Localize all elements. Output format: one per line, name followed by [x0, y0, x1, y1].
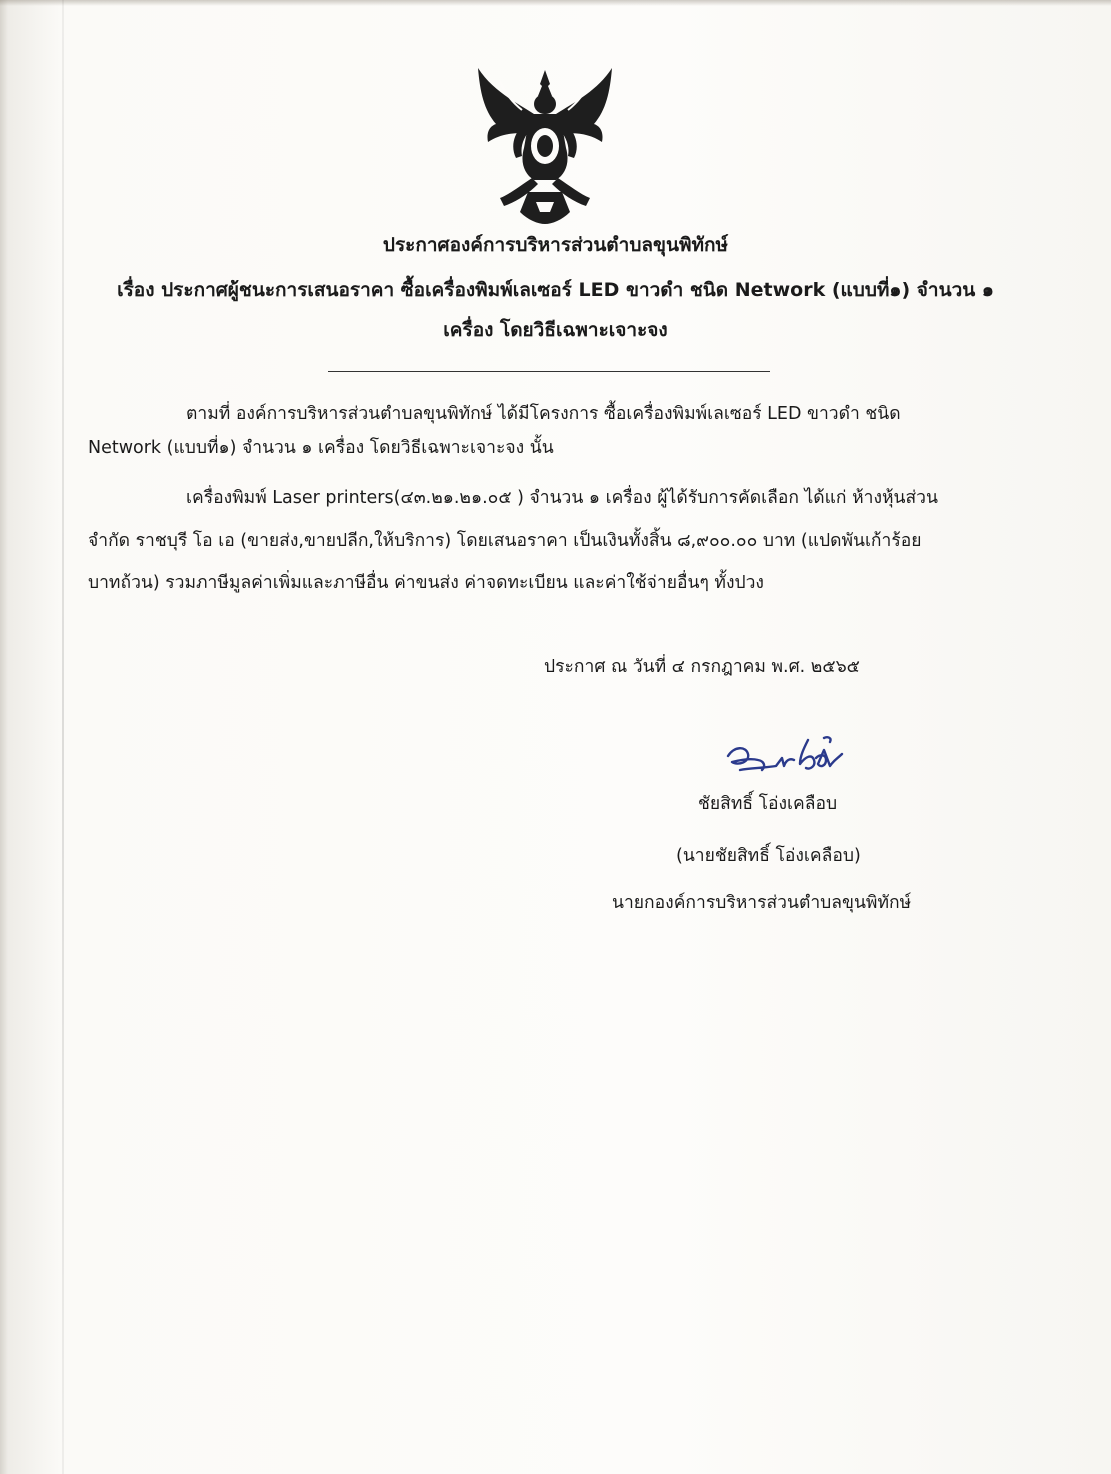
page-fold-shadow — [62, 0, 64, 1474]
document-subject-line-2: เครื่อง โดยวิธีเฉพาะเจาะจง — [443, 319, 668, 341]
page-top-shadow — [0, 0, 1111, 6]
signer-full-name: (นายชัยสิทธิ์ โอ่งเคลือบ) — [676, 846, 861, 866]
document-subject-line-1: เรื่อง ประกาศผู้ชนะการเสนอราคา ซื้อเครื่องพิมพ์เลเซอร์ LED ขาวดำ ชนิด Network (แบบที่๑) จำนวน ๑ — [117, 279, 994, 301]
handwritten-signature — [720, 730, 860, 780]
body-paragraph-2-line-3: บาทถ้วน) รวมภาษีมูลค่าเพิ่มและภาษีอื่น ค่าขนส่ง ค่าจดทะเบียน และค่าใช้จ่ายอื่นๆ ทั้งปวง — [88, 573, 764, 593]
body-paragraph-2-line-1: เครื่องพิมพ์ Laser printers(๔๓.๒๑.๒๑.๐๕ ) จำนวน ๑ เครื่อง ผู้ได้รับการคัดเลือก ได้แก่ ห้างหุ้นส่วน — [186, 488, 938, 508]
body-paragraph-2-line-2: จำกัด ราชบุรี โอ เอ (ขายส่ง,ขายปลีก,ให้บริการ) โดยเสนอราคา เป็นเงินทั้งสิ้น ๘,๙๐๐.๐๐ บาท (แปดพันเก้าร้อย — [88, 531, 922, 551]
document-title: ประกาศองค์การบริหารส่วนตำบลขุนพิทักษ์ — [382, 234, 729, 256]
signer-position: นายกองค์การบริหารส่วนตำบลขุนพิทักษ์ — [612, 893, 912, 913]
announce-date: ประกาศ ณ วันที่ ๔ กรกฎาคม พ.ศ. ๒๕๖๕ — [544, 657, 860, 677]
garuda-emblem-icon — [470, 62, 620, 227]
body-paragraph-1-line-2: Network (แบบที่๑) จำนวน ๑ เครื่อง โดยวิธีเฉพาะเจาะจง นั้น — [88, 438, 554, 458]
signer-name: ชัยสิทธิ์ โอ่งเคลือบ — [698, 794, 838, 814]
body-paragraph-1-line-1: ตามที่ องค์การบริหารส่วนตำบลขุนพิทักษ์ ได้มีโครงการ ซื้อเครื่องพิมพ์เลเซอร์ LED ขาวดำ ชนิด — [186, 404, 901, 424]
title-divider — [328, 371, 770, 372]
